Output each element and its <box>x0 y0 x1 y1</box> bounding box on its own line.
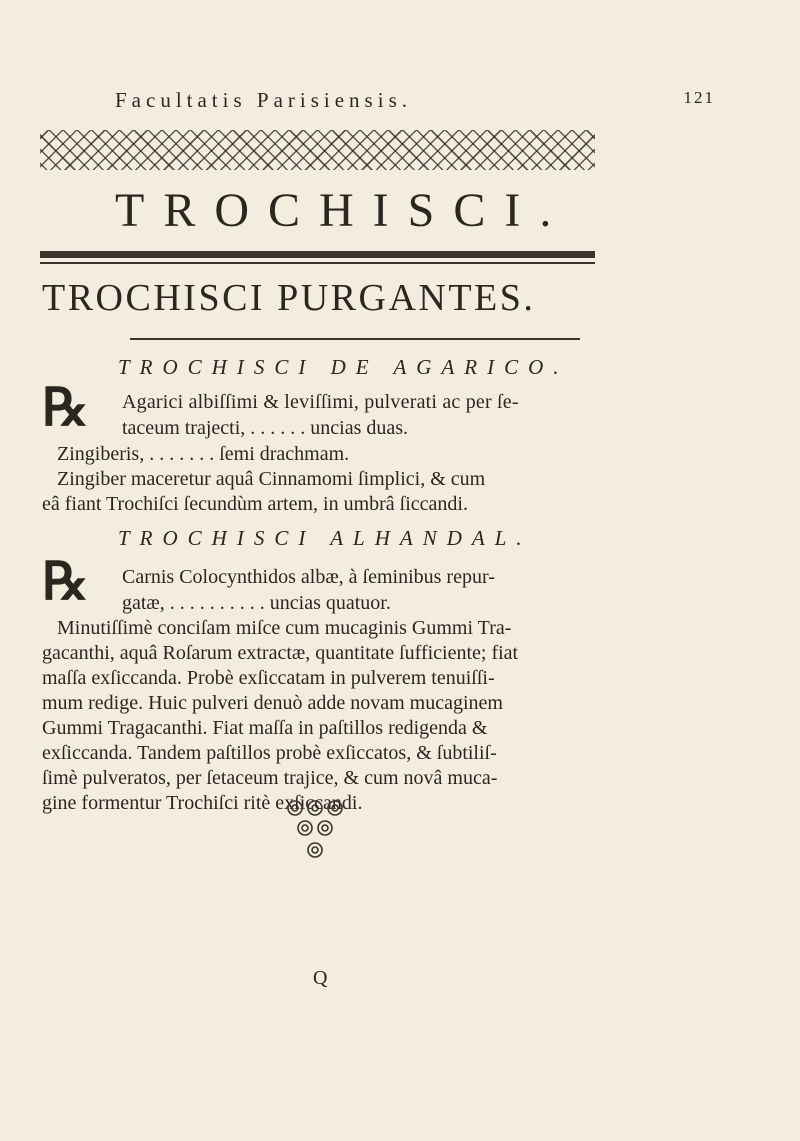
recipe-line: Agarici albiſſimi & leviſſimi, pulverati ac per ſe- <box>122 391 519 413</box>
section-title: TROCHISCI. <box>115 184 571 237</box>
recipe-title: TROCHISCI DE AGARICO. <box>118 355 569 379</box>
recipe-line: gacanthi, aquâ Roſarum extractæ, quantitate ſufficiente; fiat <box>42 642 519 664</box>
recipe-line: ſimè pulveratos, per ſetaceum trajice, & cum novâ muca- <box>42 767 498 789</box>
recipe-line: Carnis Colocynthidos albæ, à ſeminibus repur- <box>122 566 495 588</box>
ornamental-headpiece <box>40 130 595 170</box>
recipe-symbol-icon: ℞ <box>42 554 89 611</box>
recipe-line: maſſa exſiccanda. Probè exſiccatam in pulverem tenuiſſi- <box>42 667 495 689</box>
recipe-title: TROCHISCI ALHANDAL. <box>118 526 532 550</box>
heavy-rule <box>40 251 595 258</box>
signature-mark: Q <box>313 967 328 989</box>
page-number: 121 <box>683 88 715 107</box>
running-title: Facultatis Parisiensis. <box>115 88 412 112</box>
fleuron-triangle-icon <box>285 798 345 888</box>
recipe-line: exſiccanda. Tandem paſtillos probè exſiccatos, & ſubtiliſ- <box>42 742 497 764</box>
recipe-line: Zingiber maceretur aquâ Cinnamomi ſimplici, & cum <box>57 468 486 490</box>
heading-rule <box>130 338 580 340</box>
main-heading: TROCHISCI PURGANTES. <box>42 277 536 319</box>
thin-rule <box>40 262 595 264</box>
running-head <box>115 88 715 116</box>
recipe-line: taceum trajecti, . . . . . . uncias duas. <box>122 417 409 439</box>
recipe-line: Zingiberis, . . . . . . . ſemi drachmam. <box>57 443 350 465</box>
recipe-line: gine formentur Trochiſci ritè exſiccandi. <box>42 792 363 814</box>
recipe-line: mum redige. Huic pulveri denuò adde novam mucaginem <box>42 692 503 714</box>
recipe-line: Gummi Tragacanthi. Fiat maſſa in paſtillos redigenda & <box>42 717 488 739</box>
recipe-line: eâ fiant Trochiſci ſecundùm artem, in umbrâ ſiccandi. <box>42 493 468 515</box>
recipe-symbol-icon: ℞ <box>42 380 89 437</box>
recipe-line: gatæ, . . . . . . . . . . uncias quatuor. <box>122 592 391 614</box>
recipe-line: Minutiſſimè conciſam miſce cum mucaginis Gummi Tra- <box>57 617 512 639</box>
